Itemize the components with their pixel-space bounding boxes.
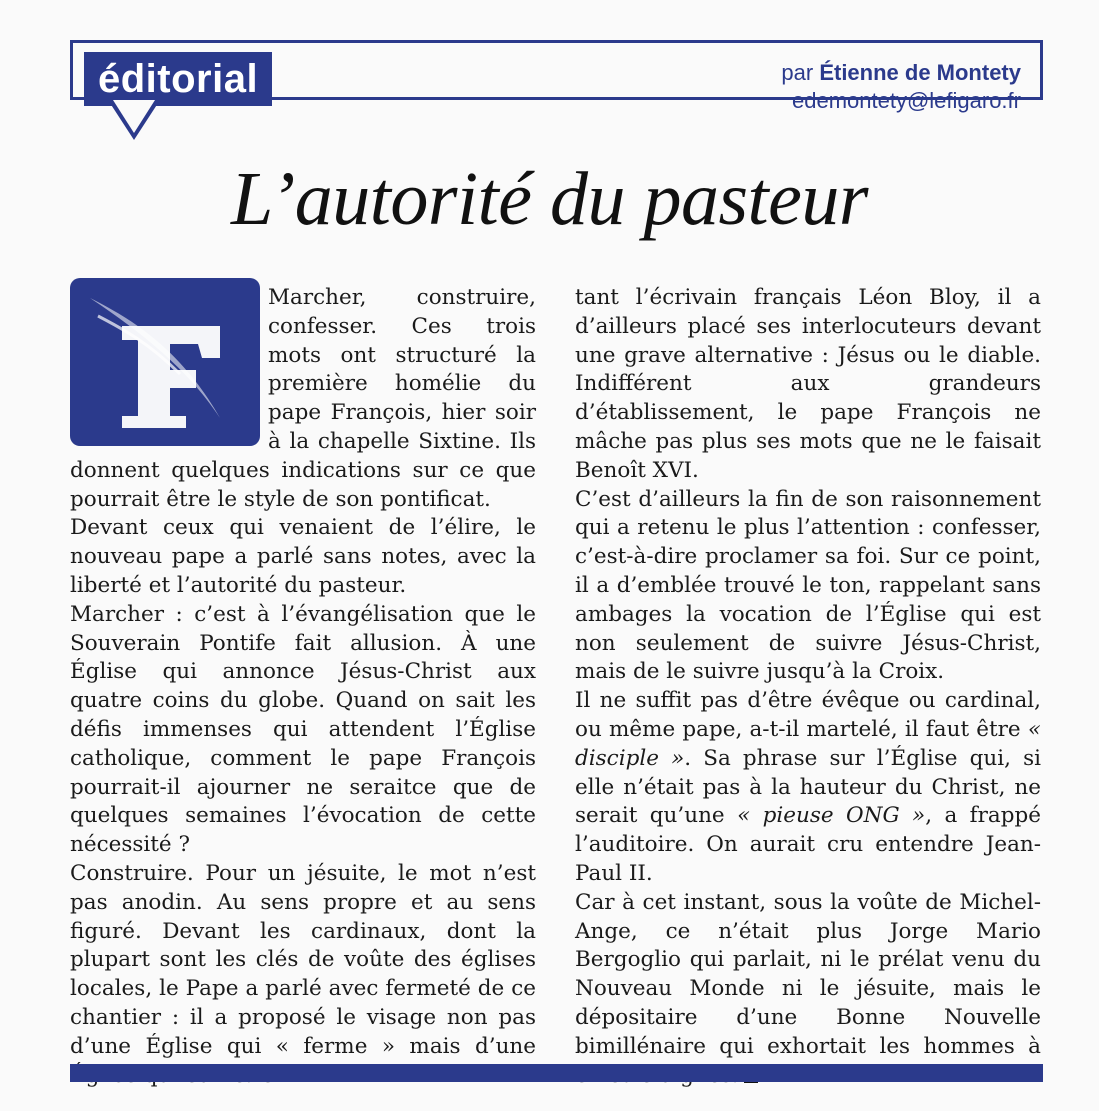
paragraph: Devant ceux qui venaient de l’élire, le nouveau pape a parlé sans notes, avec la liberté et l’autorité du pasteur. bbox=[70, 515, 536, 598]
headline: L’autorité du pasteur bbox=[231, 157, 868, 241]
text-run: Il ne suffit pas d’être évêque ou cardinal, ou même pape, a-t-il martelé, il faut être bbox=[575, 688, 1041, 742]
bottom-rule bbox=[70, 1064, 1043, 1082]
section-tag bbox=[84, 52, 272, 106]
author-email[interactable]: edemontety@lefigaro.fr bbox=[791, 88, 1021, 113]
paragraph: Marcher : c’est à l’évangélisation que le Souverain Pontife fait allusion. À une Église qui annonce Jésus-Christ aux quatre coins du globe. Quand on sait les défis immenses qui attendent l’Église catholique, comment le pape François pourrait-il ajourner ne seraitce que de quelques semaines l’évocation de cette nécessité ? bbox=[70, 601, 536, 858]
article-column-right bbox=[575, 284, 1041, 1090]
paragraph bbox=[575, 889, 1041, 1091]
byline bbox=[781, 60, 1021, 114]
speech-pointer-inner bbox=[113, 100, 155, 133]
paragraph bbox=[575, 687, 1041, 889]
logo-wrap-spacer bbox=[70, 284, 268, 456]
byline-prefix: par bbox=[781, 60, 814, 85]
article-column-left bbox=[70, 284, 536, 1090]
text-run: . Sa phrase sur l’Église qui, si elle n’était pas à la hauteur du Christ, ne serait qu’une bbox=[575, 745, 1041, 829]
paragraph: Marcher, construire, confesser. Ces trois mots ont structuré la première homélie du pape François, hier soir à la chapelle Sixtine. Ils donnent quelques indications sur ce que pourrait être le style de son pontificat. bbox=[70, 285, 536, 512]
paragraph: C’est d’ailleurs la fin de son raisonnement qui a retenu le plus l’attention : confesser, c’est-à-dire proclamer sa foi. Sur ce point, il a d’emblée trouvé le ton, rappelant sans ambages la vocation de l’Église qui est non seulement de suivre Jésus-Christ, mais de le suivre jusqu’à la Croix. bbox=[575, 486, 1041, 685]
text-run: , a frappé l’auditoire. On aurait cru entendre Jean-Paul II. bbox=[575, 803, 1041, 886]
quote-disciple: « disciple » bbox=[575, 716, 1041, 771]
paragraph: Construire. Pour un jésuite, le mot n’est pas anodin. Au sens propre et au sens figuré. Devant les cardinaux, dont la plupart sont les clés de voûte des églises locales, le Pape a parlé avec fermeté de ce chantier : il a proposé le visage non pas d’une Église qui « ferme » mais d’une bbox=[70, 860, 536, 1059]
author-name: Étienne de Montety bbox=[819, 60, 1021, 85]
paragraph: tant l’écrivain français Léon Bloy, il a d’ailleurs placé ses interlocuteurs devant une grave alternative : Jésus ou le diable. Indifférent aux grandeurs d’établissement, le pape François ne mâche pas plus ses mots que ne le faisait Benoît XVI. bbox=[575, 285, 1041, 483]
quote-pieuse-ong: « pieuse ONG » bbox=[737, 803, 926, 829]
text-run: Car à cet instant, sous la voûte de Michel-Ange, ce n’était plus Jorge Mario Bergoglio qui parlait, ni le prélat venu du Nouveau Monde ni le jésuite, mais le dépositaire d’une Bonne Nouvelle bimillénaire qui exhortait les hommes à bbox=[575, 889, 1041, 1059]
section-label: éditorial bbox=[98, 56, 259, 101]
